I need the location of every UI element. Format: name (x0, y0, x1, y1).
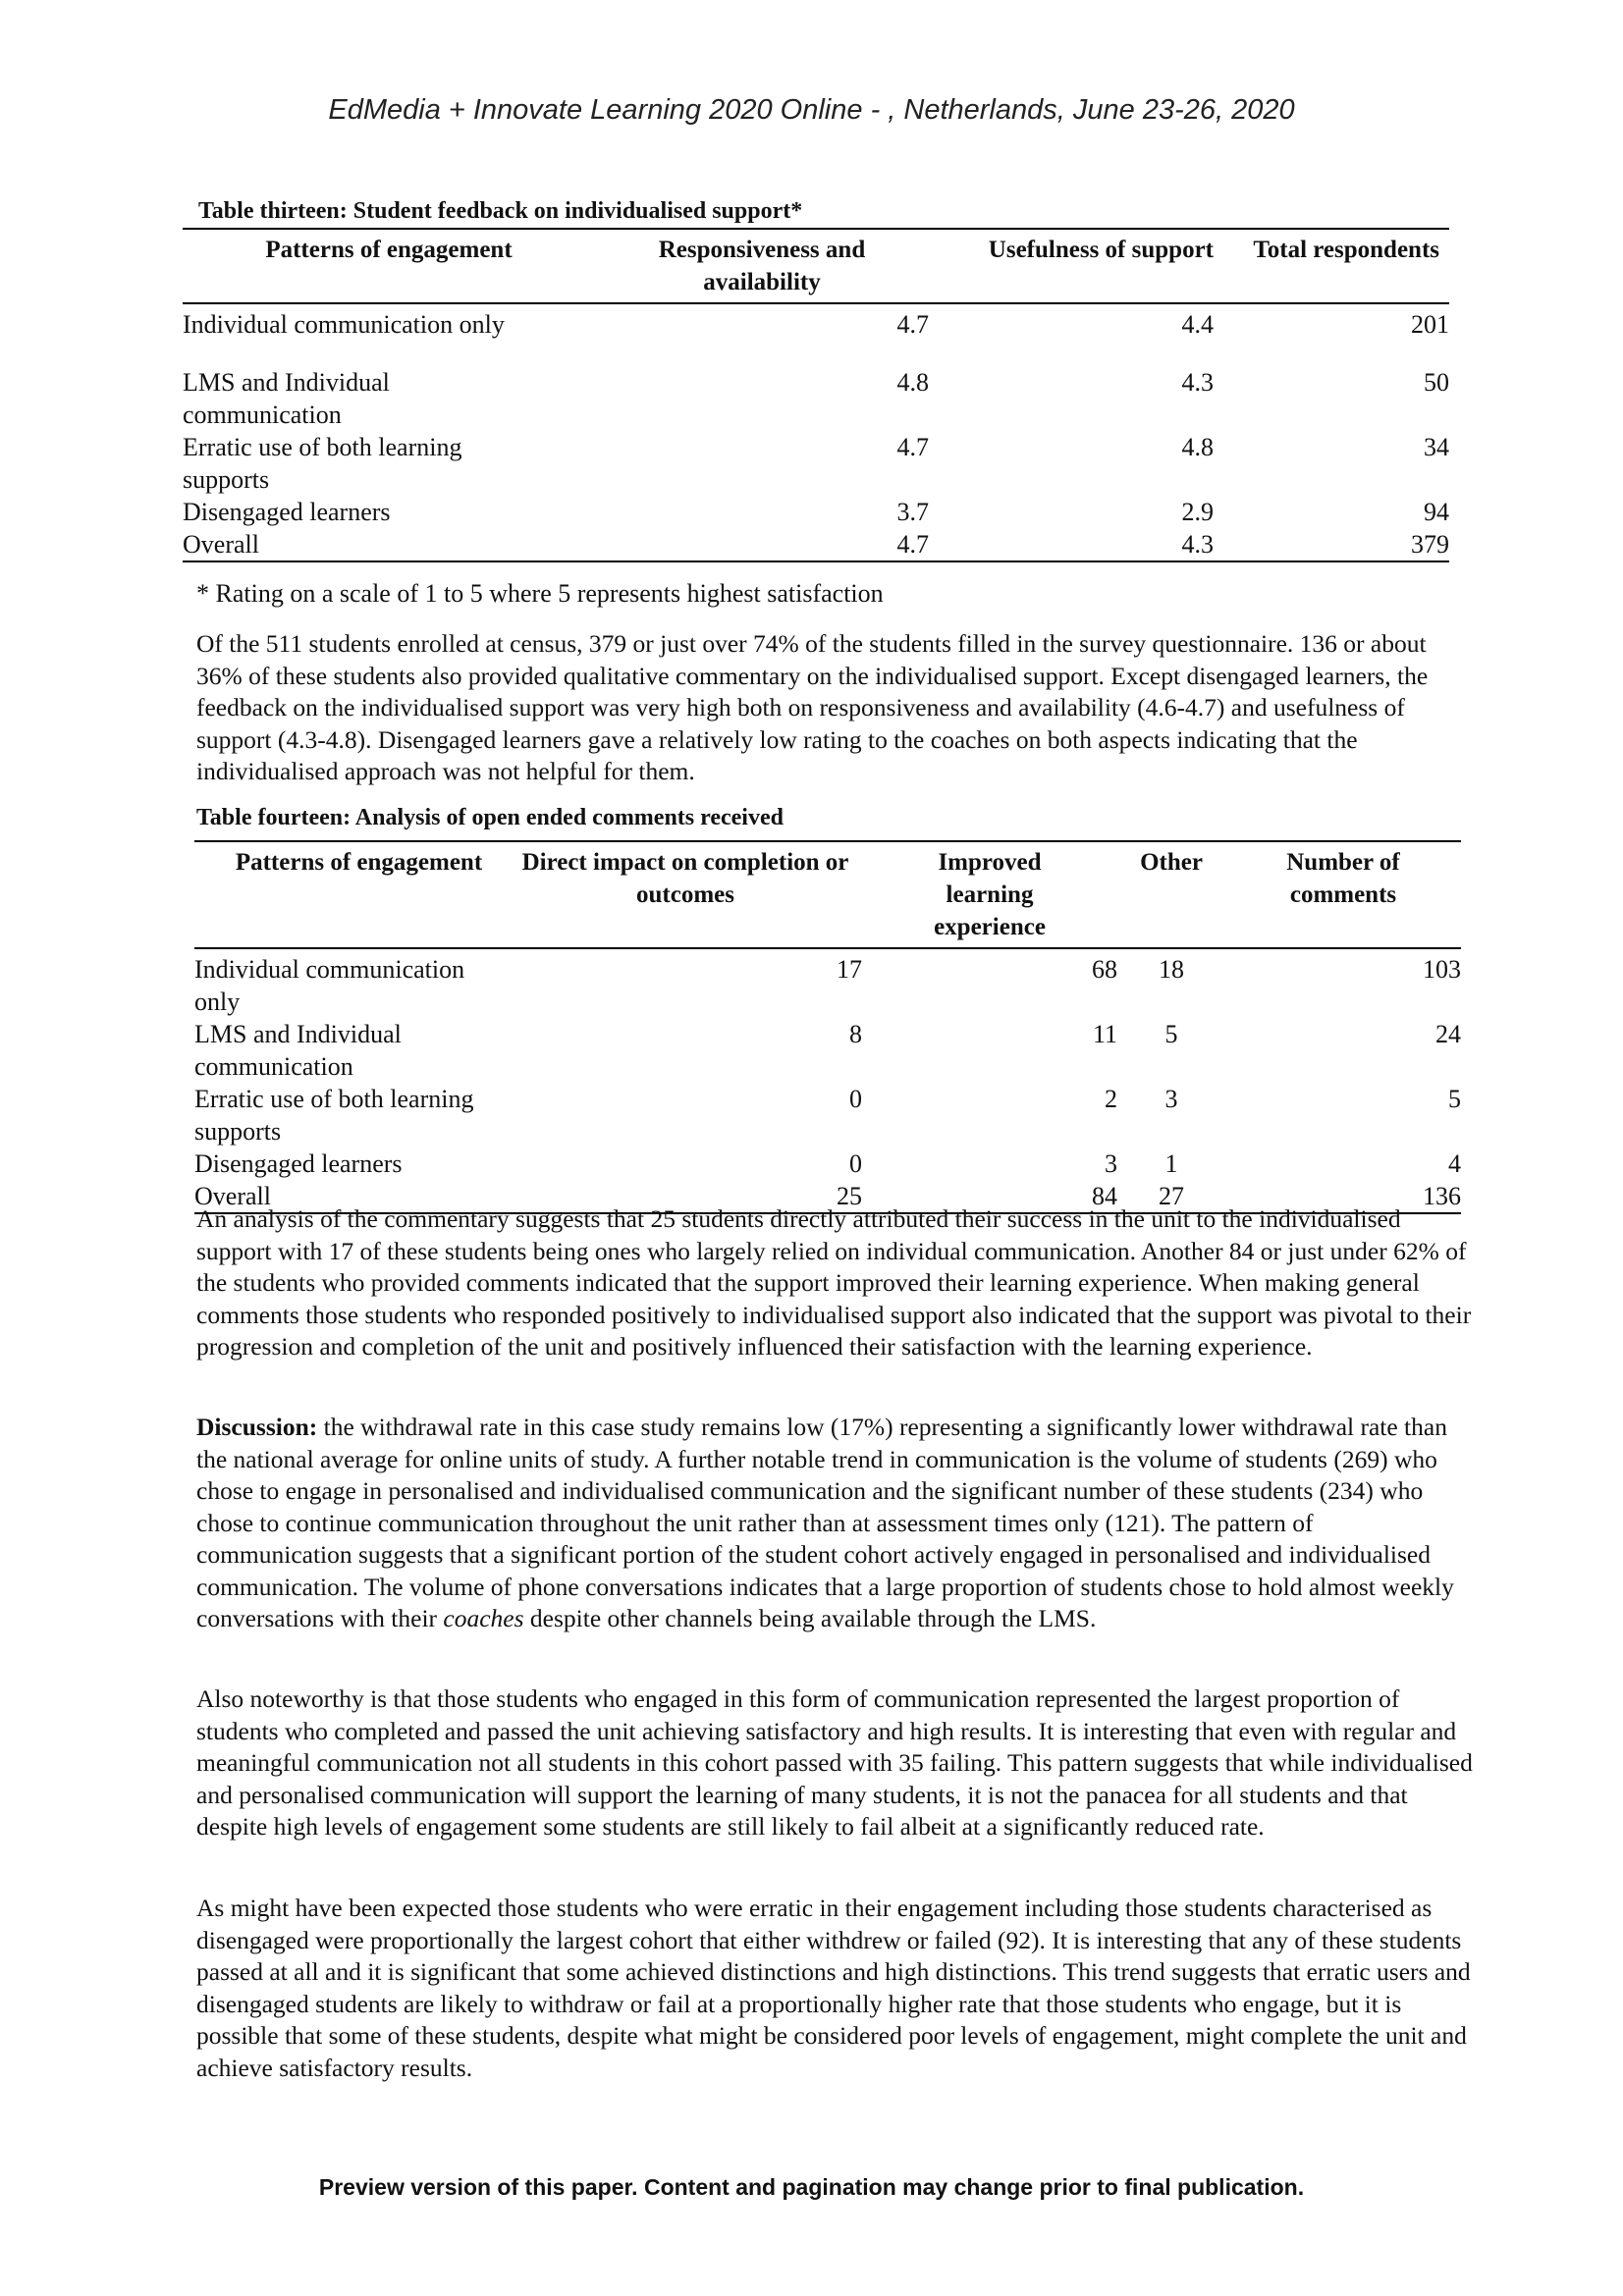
table14-cell: 5 (1448, 1085, 1461, 1113)
table14-header-number: Number of comments (1225, 841, 1461, 948)
table-row (183, 366, 1449, 431)
table13-cell: 34 (1424, 433, 1449, 461)
table13-cell: 4.3 (929, 528, 1214, 561)
table13-cell: Overall (183, 528, 595, 561)
table14-cell: LMS and Individual communication (194, 1020, 402, 1081)
table14-cell: Overall (194, 1180, 509, 1213)
table-row (183, 303, 1449, 366)
table13-cell: 4.8 (1181, 433, 1214, 461)
table14-cell: 84 (862, 1180, 1117, 1213)
table13 (183, 228, 1449, 562)
discussion-text-b: despite other channels being available through the LMS. (523, 1604, 1097, 1632)
table-row (194, 1083, 1461, 1148)
discussion-italic: coaches (443, 1604, 524, 1632)
table-row (194, 1148, 1461, 1180)
table14-header-improved: Improved learning experience (862, 841, 1117, 948)
table13-cell: 4.7 (896, 310, 929, 339)
table14-cell: 0 (849, 1085, 862, 1113)
table13-footnote: * Rating on a scale of 1 to 5 where 5 represents highest satisfaction (196, 579, 884, 608)
table14-cell: 25 (509, 1180, 862, 1213)
table13-cell: Erratic use of both learning supports (183, 433, 462, 494)
table13-header-usefulness: Usefulness of support (929, 229, 1214, 303)
table13-cell: 4.8 (896, 368, 929, 397)
table14-header-pattern: Patterns of engagement (194, 841, 509, 948)
table13-cell: 4.4 (1181, 310, 1214, 339)
table13-cell: LMS and Individual communication (183, 368, 390, 429)
table-row (194, 948, 1461, 1018)
paragraph-erratic: As might have been expected those students who were erratic in their engagement including those students characterised as disengaged were proportionally the largest cohort that either withdrew or failed (92). It is interesting that any of these students passed at all and it is significant that some achieved distinctions and high distinctions. This trend suggests that erratic users and disengaged students are likely to withdraw or fail at a proportionally higher rate that those students who engage, but it is possible that some of these students, despite what might be considered poor levels of engagement, might complete the unit and achieve satisfactory results. (196, 1894, 1471, 2082)
table13-cell: 4.3 (1181, 368, 1214, 397)
table-row (194, 1018, 1461, 1083)
paragraph-commentary: An analysis of the commentary suggests that 25 students directly attributed their success in the unit to the individualised support with 17 of these students being ones who largely relied on individual communication. Another 84 or just under 62% of the students who provided comments indicated that the support improved their learning experience. When making general comments those students who responded positively to individualised support also indicated that the support was pivotal to their progression and completion of the unit and positively influenced their satisfaction with the learning experience. (196, 1204, 1472, 1361)
table14-cell: 136 (1225, 1180, 1461, 1213)
table13-cell: 4.7 (595, 528, 929, 561)
table14-cell: 0 (849, 1149, 862, 1178)
table14-cell: 18 (1159, 955, 1184, 984)
table13-header-responsiveness: Responsiveness and availability (595, 229, 929, 303)
table14-cell: 5 (1164, 1020, 1178, 1048)
table13-cell: 94 (1424, 498, 1449, 526)
table14-cell: 3 (1164, 1085, 1178, 1113)
table-row (183, 528, 1449, 561)
table14-cell: 17 (837, 955, 862, 984)
paragraph-survey: Of the 511 students enrolled at census, 379 or just over 74% of the students filled in the survey questionnaire. 136 or about 36% of these students also provided qualitative commentary on the individualised support. Except disengaged learners, the feedback on the individualised support was very high both on responsiveness and availability (4.6-4.7) and usefulness of support (4.3-4.8). Disengaged learners gave a relatively low rating to the coaches on both aspects indicating that the individualised approach was not helpful for them. (196, 629, 1429, 785)
table14-cell: 11 (1092, 1020, 1117, 1048)
table14-header-direct-impact: Direct impact on completion or outcomes (509, 841, 862, 948)
table14-cell: 8 (849, 1020, 862, 1048)
table13-caption: Table thirteen: Student feedback on individualised support* (198, 198, 803, 224)
paragraph-noteworthy: Also noteworthy is that those students who engaged in this form of communication represented the largest proportion of students who completed and passed the unit achieving satisfactory and high results. It is interesting that even with regular and meaningful communication not all students in this cohort passed with 35 failing. This pattern suggests that while individualised and personalised communication will support the learning of many students, it is not the panacea for all students and that despite high levels of engagement some students are still likely to fail albeit at a significantly reduced rate. (196, 1684, 1473, 1841)
table14-cell: Disengaged learners (194, 1149, 403, 1178)
table14 (194, 840, 1461, 1214)
table13-cell: Individual communication only (183, 310, 505, 339)
table13-cell: Disengaged learners (183, 498, 391, 526)
table14-cell: 27 (1117, 1180, 1225, 1213)
table14-header-other: Other (1117, 841, 1225, 948)
table-row (183, 431, 1449, 496)
table14-cell: 3 (1105, 1149, 1117, 1178)
table14-cell: Erratic use of both learning supports (194, 1085, 474, 1146)
discussion-lead: Discussion: (196, 1413, 318, 1441)
table14-cell: 2 (1105, 1085, 1117, 1113)
table14-cell: 24 (1435, 1020, 1461, 1048)
table14-cell: 1 (1164, 1149, 1178, 1178)
page-footer: Preview version of this paper. Content and pagination may change prior to final publication. (318, 2174, 1305, 2200)
table13-cell: 50 (1424, 368, 1449, 397)
table13-cell: 4.7 (896, 433, 929, 461)
table13-cell: 201 (1411, 310, 1449, 339)
table13-header-pattern: Patterns of engagement (183, 229, 595, 303)
table-row (183, 496, 1449, 528)
page-header: EdMedia + Innovate Learning 2020 Online - , Netherlands, June 23-26, 2020 (328, 94, 1295, 126)
table14-cell: Individual communication only (194, 955, 465, 1016)
paragraph-discussion (196, 1412, 1473, 1635)
table14-cell: 103 (1423, 955, 1461, 984)
table13-header-total: Total respondents (1214, 229, 1449, 303)
table14-caption: Table fourteen: Analysis of open ended comments received (196, 805, 784, 830)
table13-cell: 379 (1214, 528, 1449, 561)
table13-cell: 3.7 (896, 498, 929, 526)
table14-cell: 68 (1092, 955, 1117, 984)
table13-cell: 2.9 (1181, 498, 1214, 526)
table14-cell: 4 (1448, 1149, 1461, 1178)
discussion-text-a: the withdrawal rate in this case study remains low (17%) representing a significantly lower withdrawal rate than the national average for online units of study. A further notable trend in communication is the volume of students (269) who chose to engage in personalised and individualised communication and the significant number of these students (234) who chose to continue communication throughout the unit rather than at assessment times only (121). The pattern of communication suggests that a significant portion of the student cohort actively engaged in personalised and individualised communication. The volume of phone conversations indicates that a large proportion of students chose to hold almost weekly conversations with their (196, 1413, 1454, 1632)
